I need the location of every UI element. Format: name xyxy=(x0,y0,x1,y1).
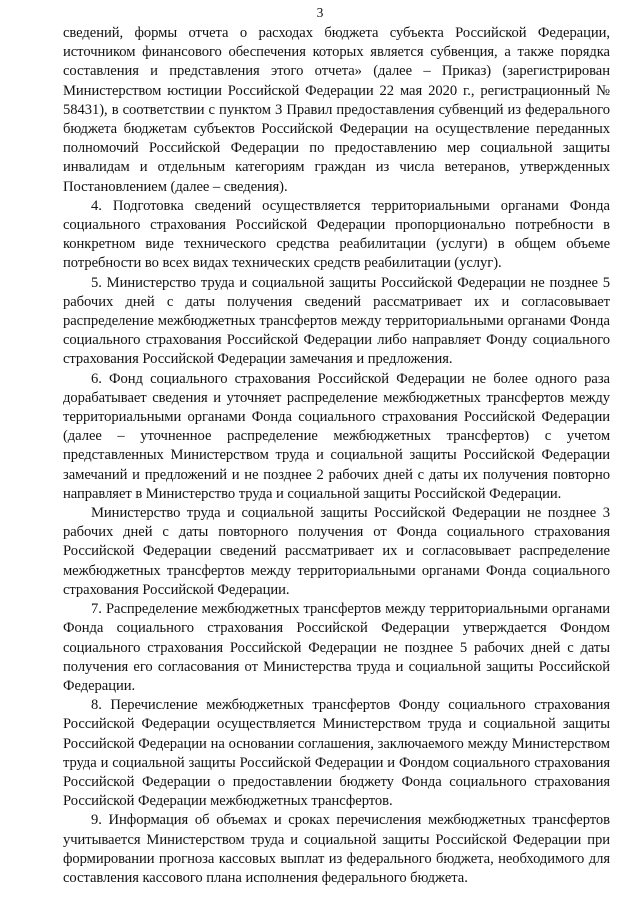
paragraph-item-6: 6. Фонд социального страхования Российской Федерации не более одного раза дорабатывает сведения и уточняет распределение межбюджетных трансфертов между территориальными органами Фонда социального страхования Российской Федерации (далее – уточненное распределение межбюджетных трансфертов) с учетом представленных Министерством труда и социальной защиты Российской Федерации замечаний и предложений и не позднее 2 рабочих дней с даты их получения повторно направляет в Министерство труда и социальной защиты Российской Федерации. xyxy=(63,370,610,502)
paragraph-item-7: 7. Распределение межбюджетных трансфертов между территориальными органами Фонда социального страхования Российской Федерации утверждается Фондом социального страхования Российской Федерации не позднее 5 рабочих дней с даты получения его согласования от Министерства труда и социальной защиты Российской Федерации. xyxy=(63,601,610,694)
paragraph-item-8: 8. Перечисление межбюджетных трансфертов Фонду социального страхования Российской Федерации осуществляется Министерством труда и социальной защиты Российской Федерации на основании соглашения, заключаемого между Министерством труда и социальной защиты Российской Федерации и Фондом социального страхования Российской Федерации о предоставлении бюджету Фонда социального страхования Российской Федерации межбюджетных трансфертов. xyxy=(63,697,610,810)
document-body xyxy=(63,24,610,888)
paragraph-item-9: 9. Информация об объемах и сроках перечисления межбюджетных трансфертов учитывается Министерством труда и социальной защиты Российской Федерации при формировании прогноза кассовых выплат из федерального бюджета, необходимого для составления кассового плана исполнения федерального бюджета. xyxy=(63,812,610,886)
page-number: 3 xyxy=(316,5,324,20)
paragraph-item-6-continued: Министерство труда и социальной защиты Российской Федерации не позднее 3 рабочих дней с даты повторного получения от Фонда социального страхования Российской Федерации сведений рассматривает их и согласовывает распределение межбюджетных трансфертов между территориальными органами Фонда социального страхования Российской Федерации. xyxy=(63,505,610,598)
paragraph-continuation: сведений, формы отчета о расходах бюджета субъекта Российской Федерации, источником финансового обеспечения которых является субвенция, а также порядка составления и представления этого отчета» (далее – Приказ) (зарегистрирован Министерством юстиции Российской Федерации 22 мая 2020 г., регистрационный № 58431), в соответствии с пунктом 3 Правил предоставления субвенций из федерального бюджета бюджетам субъектов Российской Федерации на осуществление переданных полномочий Российской Федерации по предоставлению мер социальной защиты инвалидам и отдельным категориям граждан из числа ветеранов, утвержденных Постановлением (далее – сведения). xyxy=(63,25,610,195)
paragraph-item-4: 4. Подготовка сведений осуществляется территориальными органами Фонда социального страхования Российской Федерации пропорционально потребности в конкретном виде технического средства реабилитации (услуги) в общем объеме потребности во всех видах технических средств реабилитации (услуг). xyxy=(63,197,610,272)
paragraph-item-5: 5. Министерство труда и социальной защиты Российской Федерации не позднее 5 рабочих дней с даты получения сведений рассматривает их и согласовывает распределение межбюджетных трансфертов между территориальными органами Фонда социального страхования Российской Федерации либо направляет Фонду социального страхования Российской Федерации замечания и предложения. xyxy=(63,274,610,368)
